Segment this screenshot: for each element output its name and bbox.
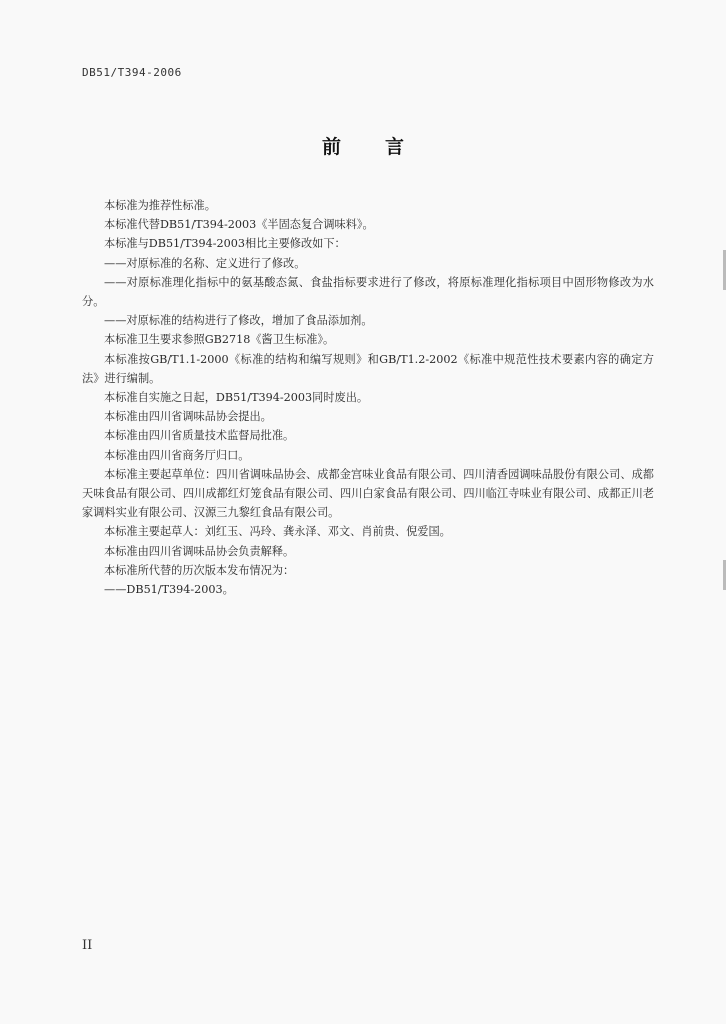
foreword-body <box>82 196 654 599</box>
paragraph: 本标准卫生要求参照GB2718《酱卫生标准》。 <box>104 333 335 347</box>
paragraph: 本标准主要起草人：刘红玉、冯玲、龚永泽、邓文、肖前贵、倪爱国。 <box>104 525 451 539</box>
paragraph: 本标准代替DB51/T394-2003《半固态复合调味料》。 <box>104 218 374 232</box>
title-char-2: 言 <box>385 136 405 158</box>
paragraph: 本标准由四川省调味品协会提出。 <box>104 410 272 424</box>
paragraph: 本标准按GB/T1.1-2000《标准的结构和编写规则》和GB/T1.2-2002《标准中规范性技术要素内容的确定方法》进行编制。 <box>82 352 654 385</box>
paragraph: 本标准自实施之日起，DB51/T394-2003同时废出。 <box>104 391 369 405</box>
paragraph: 本标准为推荐性标准。 <box>104 199 216 212</box>
paragraph: 本标准由四川省调味品协会负责解释。 <box>104 544 295 558</box>
paragraph: 本标准由四川省质量技术监督局批准。 <box>104 429 295 443</box>
paragraph: ——对原标准的名称、定义进行了修改。 <box>104 256 306 270</box>
paragraph: 本标准主要起草单位：四川省调味品协会、成都金宫味业食品有限公司、四川清香园调味品股份有限公司、成都天味食品有限公司、四川成都红灯笼食品有限公司、四川白家食品有限公司、四川临江寺味业有限公司、成都正川老家调料实业有限公司、汉源三九黎红食品有限公司。 <box>82 467 654 520</box>
title-char-1: 前 <box>321 136 341 158</box>
page-title <box>0 132 726 159</box>
paragraph: ——对原标准的结构进行了修改，增加了食品添加剂。 <box>104 314 373 328</box>
paragraph: 本标准与DB51/T394-2003相比主要修改如下： <box>104 237 346 251</box>
paragraph: 本标准由四川省商务厅归口。 <box>104 448 250 462</box>
standard-code: DB51/T394-2006 <box>82 66 182 79</box>
paragraph: ——对原标准理化指标中的氨基酸态氮、食盐指标要求进行了修改，将原标准理化指标项目中固形物修改为水分。 <box>82 275 654 309</box>
page-number: II <box>82 938 93 953</box>
paragraph: 本标准所代替的历次版本发布情况为： <box>104 563 295 577</box>
paragraph: ——DB51/T394-2003。 <box>104 583 234 597</box>
